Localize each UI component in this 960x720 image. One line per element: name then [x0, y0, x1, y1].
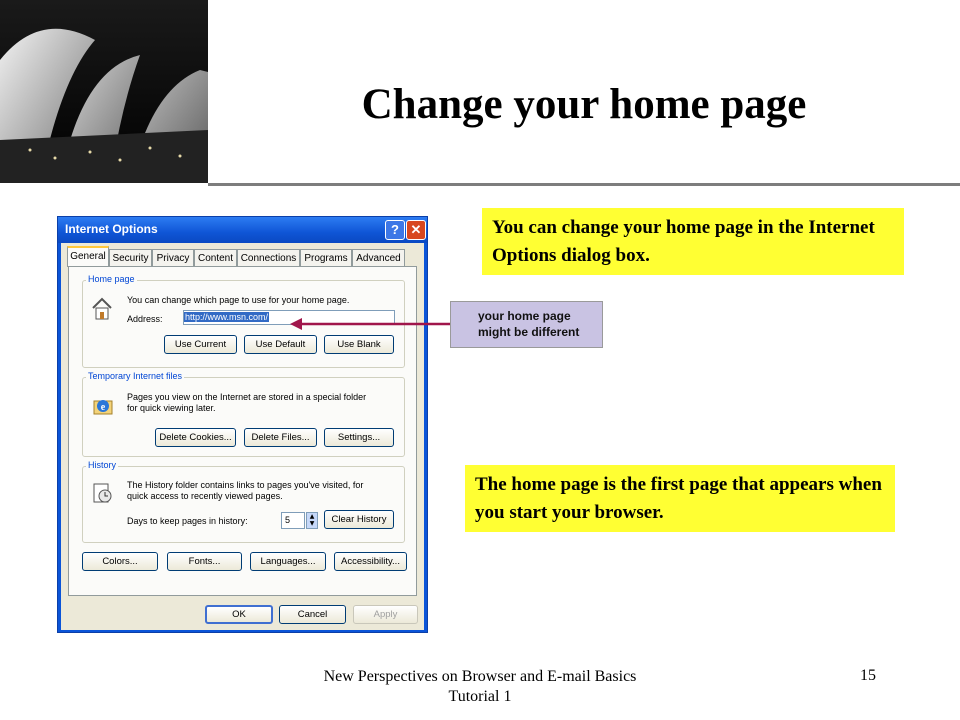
- slide-footer: [260, 667, 700, 707]
- home-page-tag: [450, 301, 603, 348]
- history-group: [82, 466, 405, 543]
- use-current-button[interactable]: Use Current: [164, 335, 237, 354]
- delete-cookies-button[interactable]: Delete Cookies...: [155, 428, 236, 447]
- history-label: History: [88, 460, 117, 470]
- tab-privacy[interactable]: Privacy: [152, 249, 194, 266]
- colors-button[interactable]: Colors...: [82, 552, 158, 571]
- page-number: 15: [860, 667, 876, 684]
- days-input[interactable]: 5: [281, 512, 305, 529]
- tab-advanced[interactable]: Advanced: [352, 249, 405, 266]
- tab-general[interactable]: General: [67, 246, 109, 267]
- use-blank-button[interactable]: Use Blank: [324, 335, 394, 354]
- days-to-keep-label: Days to keep pages in history:: [127, 516, 248, 526]
- use-default-button[interactable]: Use Default: [244, 335, 317, 354]
- svg-text:e: e: [100, 402, 106, 413]
- home-page-description: You can change which page to use for your home page.: [127, 295, 350, 305]
- home-page-label: Home page: [88, 274, 135, 284]
- internet-options-dialog: [57, 216, 428, 633]
- close-button[interactable]: ✕: [406, 220, 426, 240]
- ok-button[interactable]: OK: [205, 605, 273, 624]
- history-desc-line1: The History folder contains links to pages you've visited, for: [127, 480, 364, 490]
- help-button[interactable]: ?: [385, 220, 405, 240]
- tab-programs[interactable]: Programs: [300, 249, 352, 266]
- tab-connections[interactable]: Connections: [237, 249, 300, 266]
- dialog-body: [61, 243, 424, 630]
- footer-line-1: New Perspectives on Browser and E-mail Basics: [323, 668, 637, 685]
- temp-files-desc-line2: for quick viewing later.: [127, 403, 216, 413]
- languages-button[interactable]: Languages...: [250, 552, 326, 571]
- accessibility-button[interactable]: Accessibility...: [334, 552, 407, 571]
- temp-files-desc-line1: Pages you view on the Internet are stored in a special folder: [127, 392, 367, 402]
- clear-history-button[interactable]: Clear History: [324, 510, 394, 529]
- settings-button[interactable]: Settings...: [324, 428, 394, 447]
- dialog-title: Internet Options: [65, 222, 158, 236]
- temp-files-label: Temporary Internet files: [88, 371, 183, 381]
- dialog-titlebar: [58, 217, 427, 243]
- header-divider: [208, 183, 960, 186]
- callout-top: You can change your home page in the Internet Options dialog box.: [482, 208, 904, 275]
- house-icon: [91, 297, 113, 321]
- apply-button[interactable]: Apply: [353, 605, 418, 624]
- footer-line-2: Tutorial 1: [448, 688, 512, 705]
- internet-explorer-icon: [91, 393, 115, 417]
- tab-security[interactable]: Security: [109, 249, 152, 266]
- history-folder-icon: [91, 481, 113, 505]
- tag-line-2: might be different: [478, 325, 580, 339]
- tab-content[interactable]: Content: [194, 249, 237, 266]
- header-photo: [0, 0, 208, 183]
- address-value: http://www.msn.com/: [185, 312, 269, 322]
- cancel-button[interactable]: Cancel: [279, 605, 346, 624]
- pointer-arrow: [290, 316, 452, 332]
- days-spinner[interactable]: ▲ ▼: [306, 512, 318, 529]
- tag-line-1: your home page: [478, 309, 571, 323]
- slide-title: Change your home page: [361, 81, 807, 128]
- callout-bottom: The home page is the first page that appears when you start your browser.: [465, 465, 895, 532]
- address-label: Address:: [127, 314, 163, 324]
- history-desc-line2: quick access to recently viewed pages.: [127, 491, 283, 501]
- delete-files-button[interactable]: Delete Files...: [244, 428, 317, 447]
- fonts-button[interactable]: Fonts...: [167, 552, 242, 571]
